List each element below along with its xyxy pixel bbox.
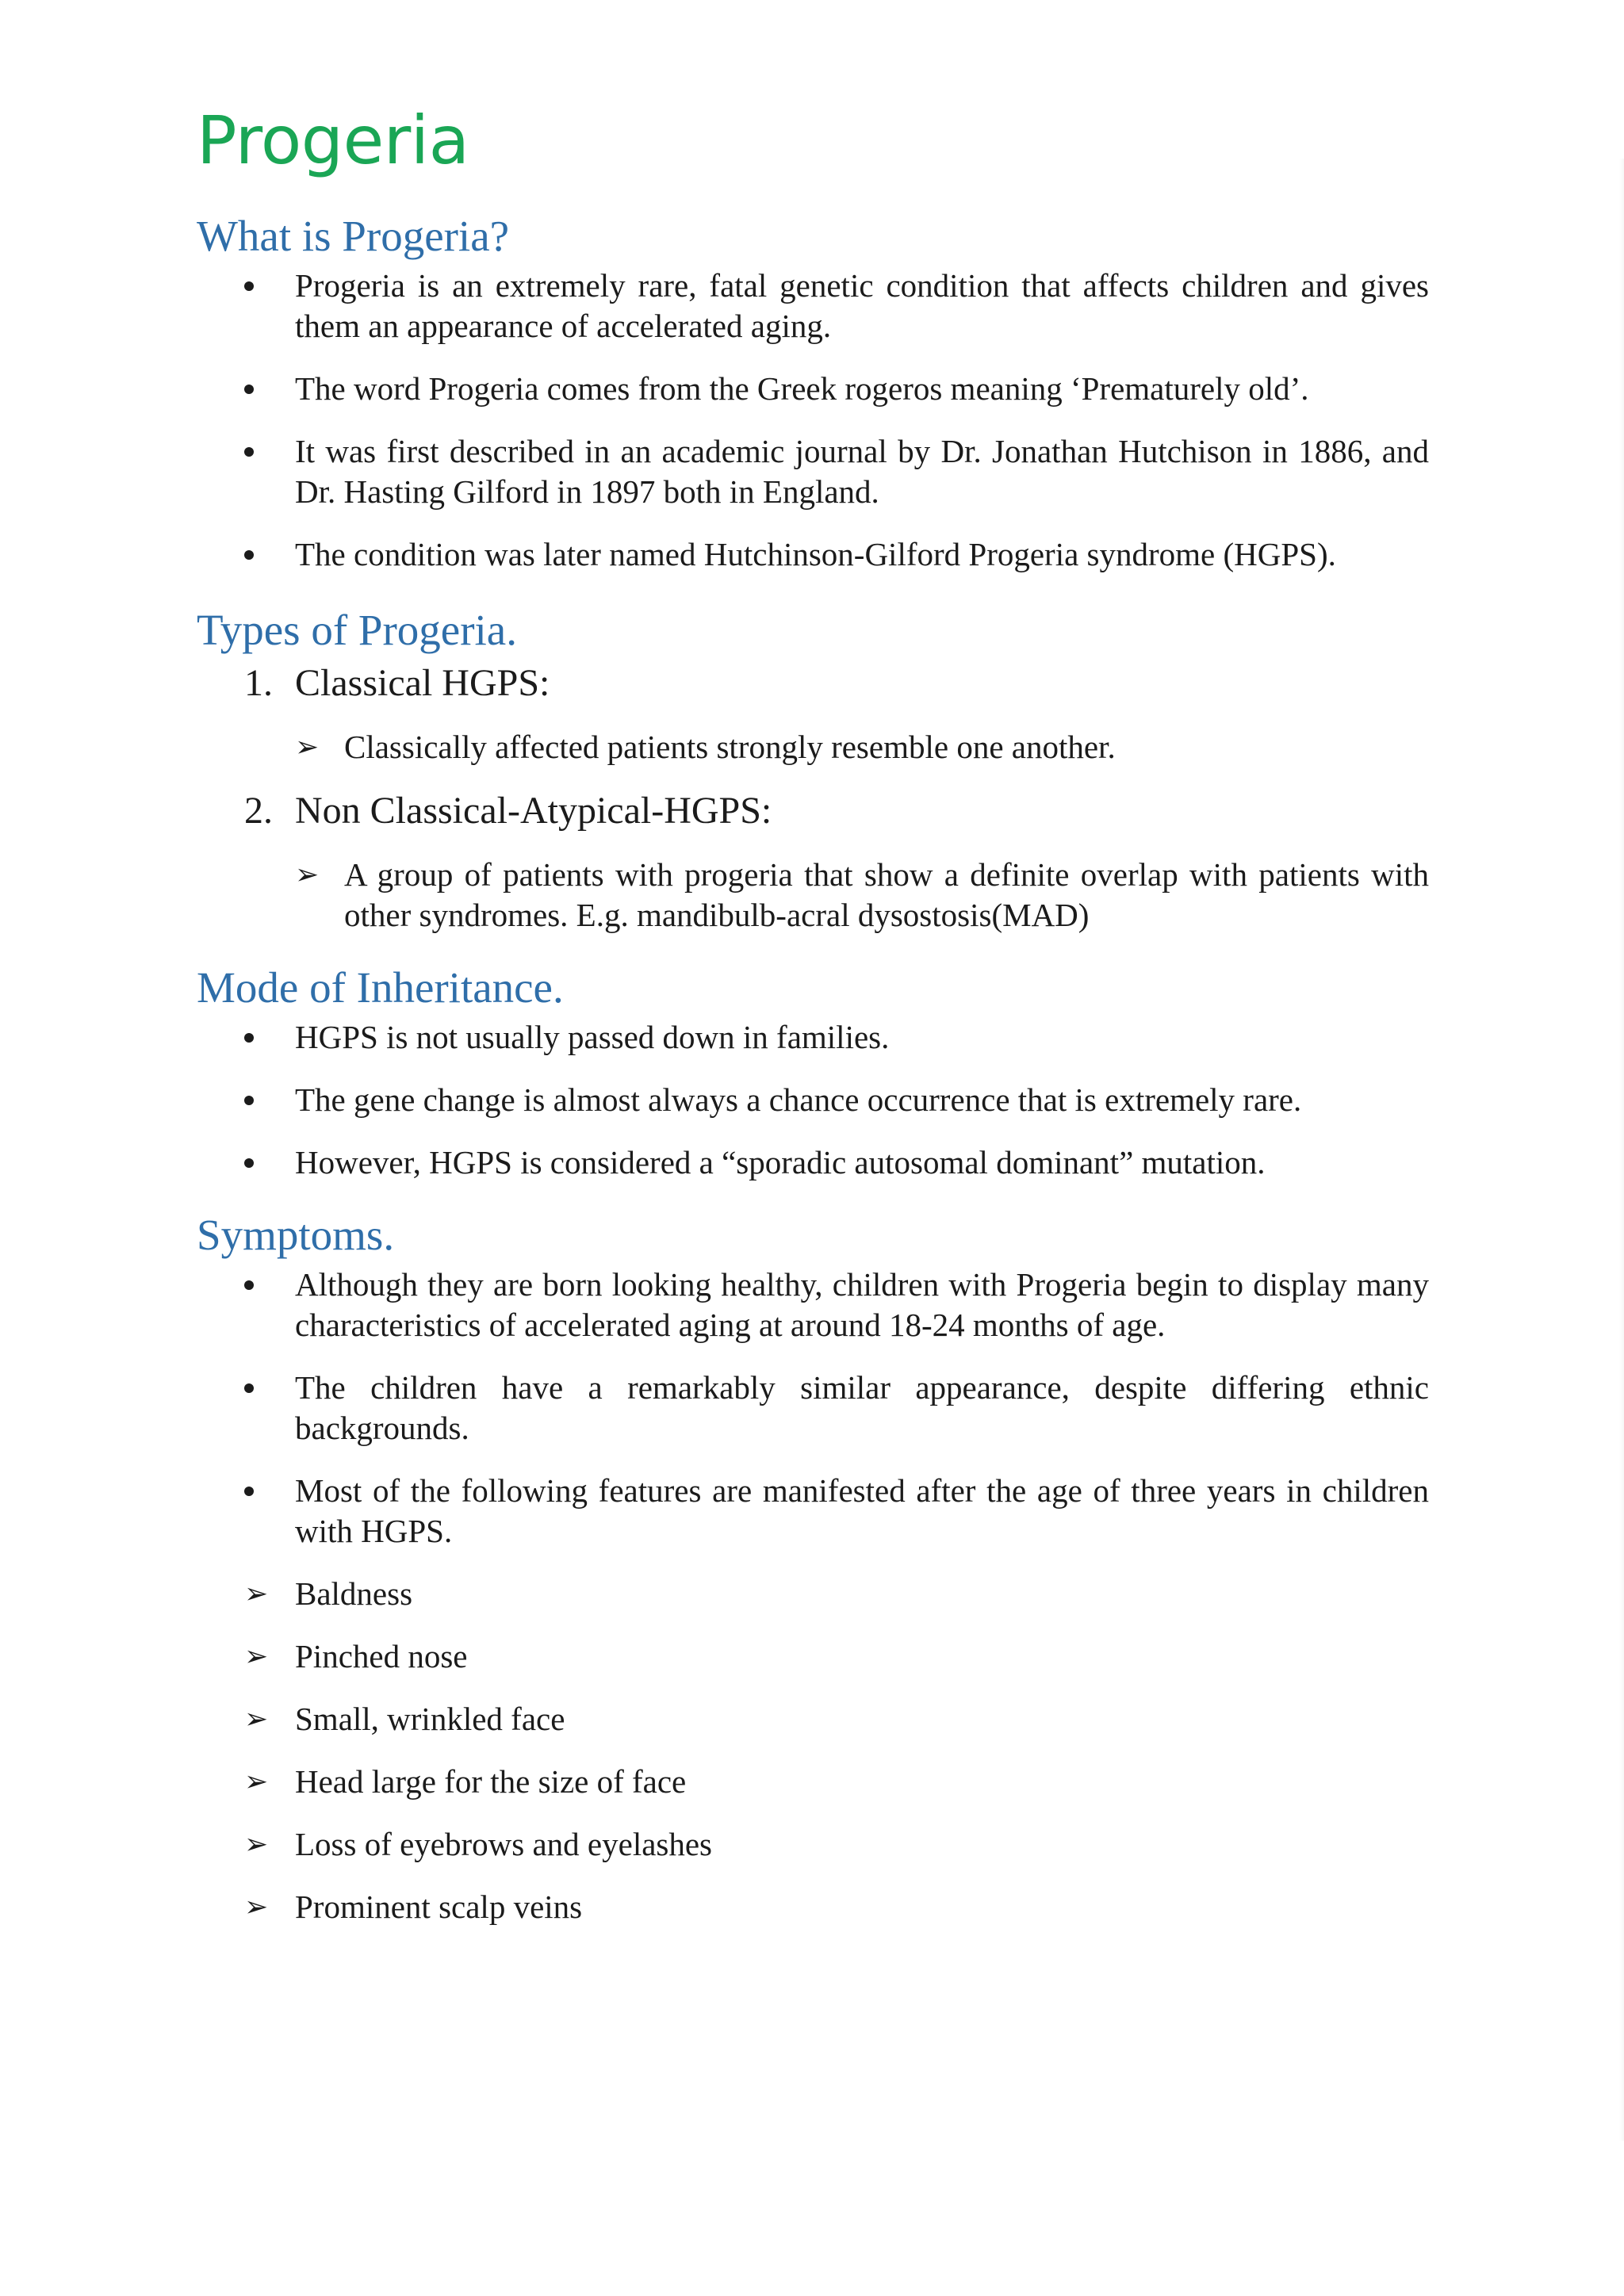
feature-item bbox=[197, 1699, 1429, 1739]
list-item bbox=[197, 431, 1429, 512]
list-item-text: Although they are born looking healthy, children with Progeria begin to display many characteristics of accelerated aging at around 18-24 months of age. bbox=[295, 1266, 1429, 1344]
list-what-is-progeria bbox=[197, 266, 1429, 575]
list-item bbox=[197, 1142, 1429, 1183]
list-symptoms bbox=[197, 1265, 1429, 1927]
list-item bbox=[197, 1080, 1429, 1120]
arrow-bullet-icon: ➢ bbox=[244, 1828, 269, 1862]
item-number: 1. bbox=[244, 661, 273, 704]
bullet-icon bbox=[244, 1017, 276, 1058]
heading-symptoms: Symptoms. bbox=[197, 1210, 395, 1259]
heading-types-of-progeria: Types of Progeria. bbox=[197, 606, 517, 655]
bullet-icon bbox=[244, 1471, 276, 1511]
list-mode-of-inheritance bbox=[197, 1017, 1429, 1183]
heading-what-is-progeria: What is Progeria? bbox=[197, 212, 510, 261]
feature-item bbox=[197, 1574, 1429, 1614]
list-item-text: However, HGPS is considered a “sporadic autosomal dominant” mutation. bbox=[295, 1143, 1266, 1181]
numbered-item-label: Non Classical-Atypical-HGPS: bbox=[295, 789, 772, 832]
list-item bbox=[197, 266, 1429, 346]
arrow-bullet-icon: ➢ bbox=[244, 1578, 269, 1611]
list-item-text: The word Progeria comes from the Greek rogeros meaning ‘Prematurely old’. bbox=[295, 370, 1309, 408]
list-item-text: The condition was later named Hutchinson-Gilford Progeria syndrome (HGPS). bbox=[295, 536, 1336, 573]
types-list bbox=[197, 660, 1429, 936]
sub-list-item bbox=[197, 727, 1429, 767]
list-item bbox=[197, 1017, 1429, 1058]
heading-mode-of-inheritance: Mode of Inheritance. bbox=[197, 962, 564, 1012]
item-number: 2. bbox=[244, 789, 273, 832]
feature-item-text: Loss of eyebrows and eyelashes bbox=[295, 1826, 713, 1863]
document-content bbox=[197, 103, 1429, 1950]
numbered-item-non-classical bbox=[197, 788, 1429, 834]
feature-item-text: Pinched nose bbox=[295, 1638, 468, 1675]
document-title: Progeria bbox=[197, 101, 469, 179]
list-item-text: Progeria is an extremely rare, fatal genetic condition that affects children and gives them an appearance of accelerated aging. bbox=[295, 267, 1429, 345]
list-item bbox=[197, 1265, 1429, 1345]
list-item bbox=[197, 534, 1429, 575]
list-item-text: It was first described in an academic journal by Dr. Jonathan Hutchison in 1886, and Dr. Hasting Gilford in 1897 both in England. bbox=[295, 433, 1429, 511]
bullet-icon bbox=[244, 369, 276, 409]
feature-item bbox=[197, 1762, 1429, 1802]
feature-item bbox=[197, 1887, 1429, 1927]
feature-item-text: Head large for the size of face bbox=[295, 1763, 687, 1800]
arrow-bullet-icon: ➢ bbox=[244, 1640, 269, 1674]
list-item bbox=[197, 1471, 1429, 1552]
list-item bbox=[197, 369, 1429, 409]
bullet-icon bbox=[244, 1368, 276, 1408]
page-edge-shadow bbox=[1619, 159, 1624, 2141]
list-item bbox=[197, 1368, 1429, 1448]
numbered-item-classical bbox=[197, 660, 1429, 706]
bullet-icon bbox=[244, 1142, 276, 1183]
arrow-bullet-icon: ➢ bbox=[295, 730, 320, 763]
list-item-text: HGPS is not usually passed down in families. bbox=[295, 1018, 890, 1055]
bullet-icon bbox=[244, 266, 276, 306]
feature-item-text: Baldness bbox=[295, 1575, 413, 1613]
feature-item bbox=[197, 1824, 1429, 1865]
arrow-bullet-icon: ➢ bbox=[244, 1891, 269, 1924]
list-item-text: Most of the following features are manifested after the age of three years in children with HGPS. bbox=[295, 1472, 1429, 1550]
sub-list-item-text: Classically affected patients strongly resemble one another. bbox=[344, 728, 1116, 765]
bullet-icon bbox=[244, 1080, 276, 1120]
feature-item bbox=[197, 1636, 1429, 1677]
numbered-item-label: Classical HGPS: bbox=[295, 661, 550, 704]
arrow-bullet-icon: ➢ bbox=[244, 1703, 269, 1736]
bullet-icon bbox=[244, 534, 276, 575]
sub-list-item-text: A group of patients with progeria that show a definite overlap with patients with other syndromes. E.g. mandibulb-acral dysostosis(MAD) bbox=[344, 855, 1429, 933]
bullet-icon bbox=[244, 1265, 276, 1305]
list-item-text: The children have a remarkably similar appearance, despite differing ethnic backgrounds. bbox=[295, 1369, 1429, 1447]
arrow-bullet-icon: ➢ bbox=[295, 858, 320, 891]
sub-list-item bbox=[197, 855, 1429, 936]
feature-item-text: Prominent scalp veins bbox=[295, 1888, 583, 1926]
list-item-text: The gene change is almost always a chance occurrence that is extremely rare. bbox=[295, 1081, 1302, 1118]
bullet-icon bbox=[244, 431, 276, 472]
feature-item-text: Small, wrinkled face bbox=[295, 1701, 565, 1738]
arrow-bullet-icon: ➢ bbox=[244, 1766, 269, 1799]
